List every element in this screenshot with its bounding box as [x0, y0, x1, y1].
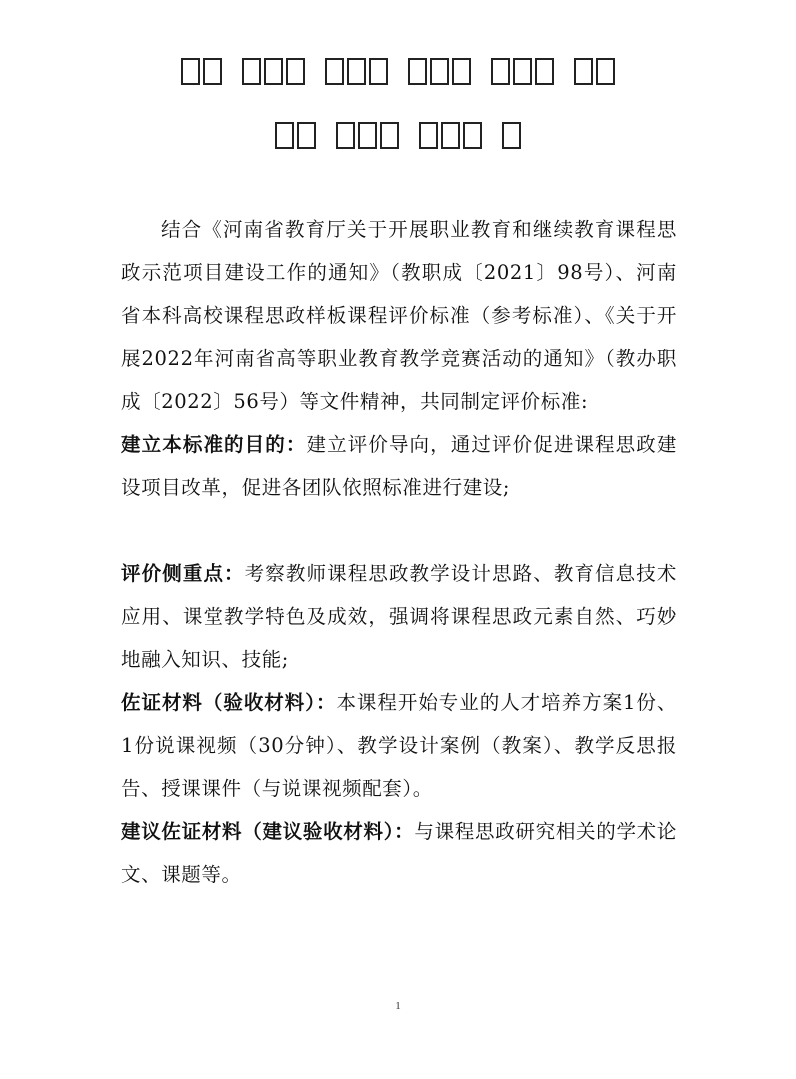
page-number: 1	[395, 1000, 401, 1012]
title-line-1	[0, 58, 796, 85]
missing-glyph-box	[325, 58, 344, 85]
title-glyph-group	[491, 58, 554, 85]
focus-heading: 评价侧重点：	[121, 562, 245, 585]
title-glyph-group	[242, 58, 305, 85]
intro-text: 结合《河南省教育厅关于开展职业教育和继续教育课程思政示范项目建设工作的通知》（教职成〔2021〕98号）、河南省本科高校课程思政样板课程评价标准（参考标准）、《关于开展2022年河南省高等职业教育教学竞赛活动的通知》（教办职成〔2022〕56号）等文件精神，共同制定评价标准:	[121, 218, 677, 413]
missing-glyph-box	[430, 58, 449, 85]
missing-glyph-box	[336, 122, 355, 149]
focus-text: 考察教师课程思政教学设计思路、教育信息技术应用、课堂教学特色及成效，强调将课程思政元素自然、巧妙地融入知识、技能;	[121, 562, 677, 671]
title-glyph-group	[574, 58, 615, 85]
suggested-evidence-heading: 建议佐证材料（建议验收材料）：	[121, 820, 415, 843]
missing-glyph-box	[242, 58, 261, 85]
title-line-2	[0, 122, 796, 149]
evidence-paragraph	[121, 681, 677, 810]
evidence-heading: 佐证材料（验收材料）：	[121, 691, 337, 714]
suggested-evidence-paragraph	[121, 810, 677, 896]
title-glyph-group	[181, 58, 222, 85]
purpose-text: 建立评价导向，通过评价促进课程思政建设项目改革，促进各团队依照标准进行建设;	[121, 433, 677, 499]
title-glyph-group	[275, 122, 316, 149]
missing-glyph-box	[596, 58, 615, 85]
missing-glyph-box	[419, 122, 438, 149]
missing-glyph-box	[463, 122, 482, 149]
missing-glyph-box	[347, 58, 366, 85]
missing-glyph-box	[513, 58, 532, 85]
missing-glyph-box	[297, 122, 316, 149]
missing-glyph-box	[574, 58, 593, 85]
purpose-heading: 建立本标准的目的：	[121, 433, 307, 456]
intro-paragraph	[121, 208, 677, 423]
title-glyph-group	[408, 58, 471, 85]
missing-glyph-box	[408, 58, 427, 85]
missing-glyph-box	[286, 58, 305, 85]
focus-paragraph	[121, 552, 677, 681]
evidence-text: 本课程开始专业的人才培养方案1份、1份说课视频（30分钟）、教学设计案例（教案）、教学反思报告、授课课件（与说课视频配套）。	[121, 691, 677, 800]
purpose-paragraph	[121, 423, 677, 509]
missing-glyph-box	[502, 122, 521, 149]
missing-glyph-box	[275, 122, 294, 149]
missing-glyph-box	[535, 58, 554, 85]
missing-glyph-box	[452, 58, 471, 85]
missing-glyph-box	[203, 58, 222, 85]
missing-glyph-box	[441, 122, 460, 149]
title-glyph-group	[502, 122, 521, 149]
title-glyph-group	[325, 58, 388, 85]
missing-glyph-box	[181, 58, 200, 85]
missing-glyph-box	[380, 122, 399, 149]
title-glyph-group	[336, 122, 399, 149]
suggested-evidence-text: 与课程思政研究相关的学术论文、课题等。	[121, 820, 677, 886]
missing-glyph-box	[491, 58, 510, 85]
document-body	[121, 208, 677, 896]
missing-glyph-box	[358, 122, 377, 149]
missing-glyph-box	[264, 58, 283, 85]
missing-glyph-box	[369, 58, 388, 85]
title-glyph-group	[419, 122, 482, 149]
